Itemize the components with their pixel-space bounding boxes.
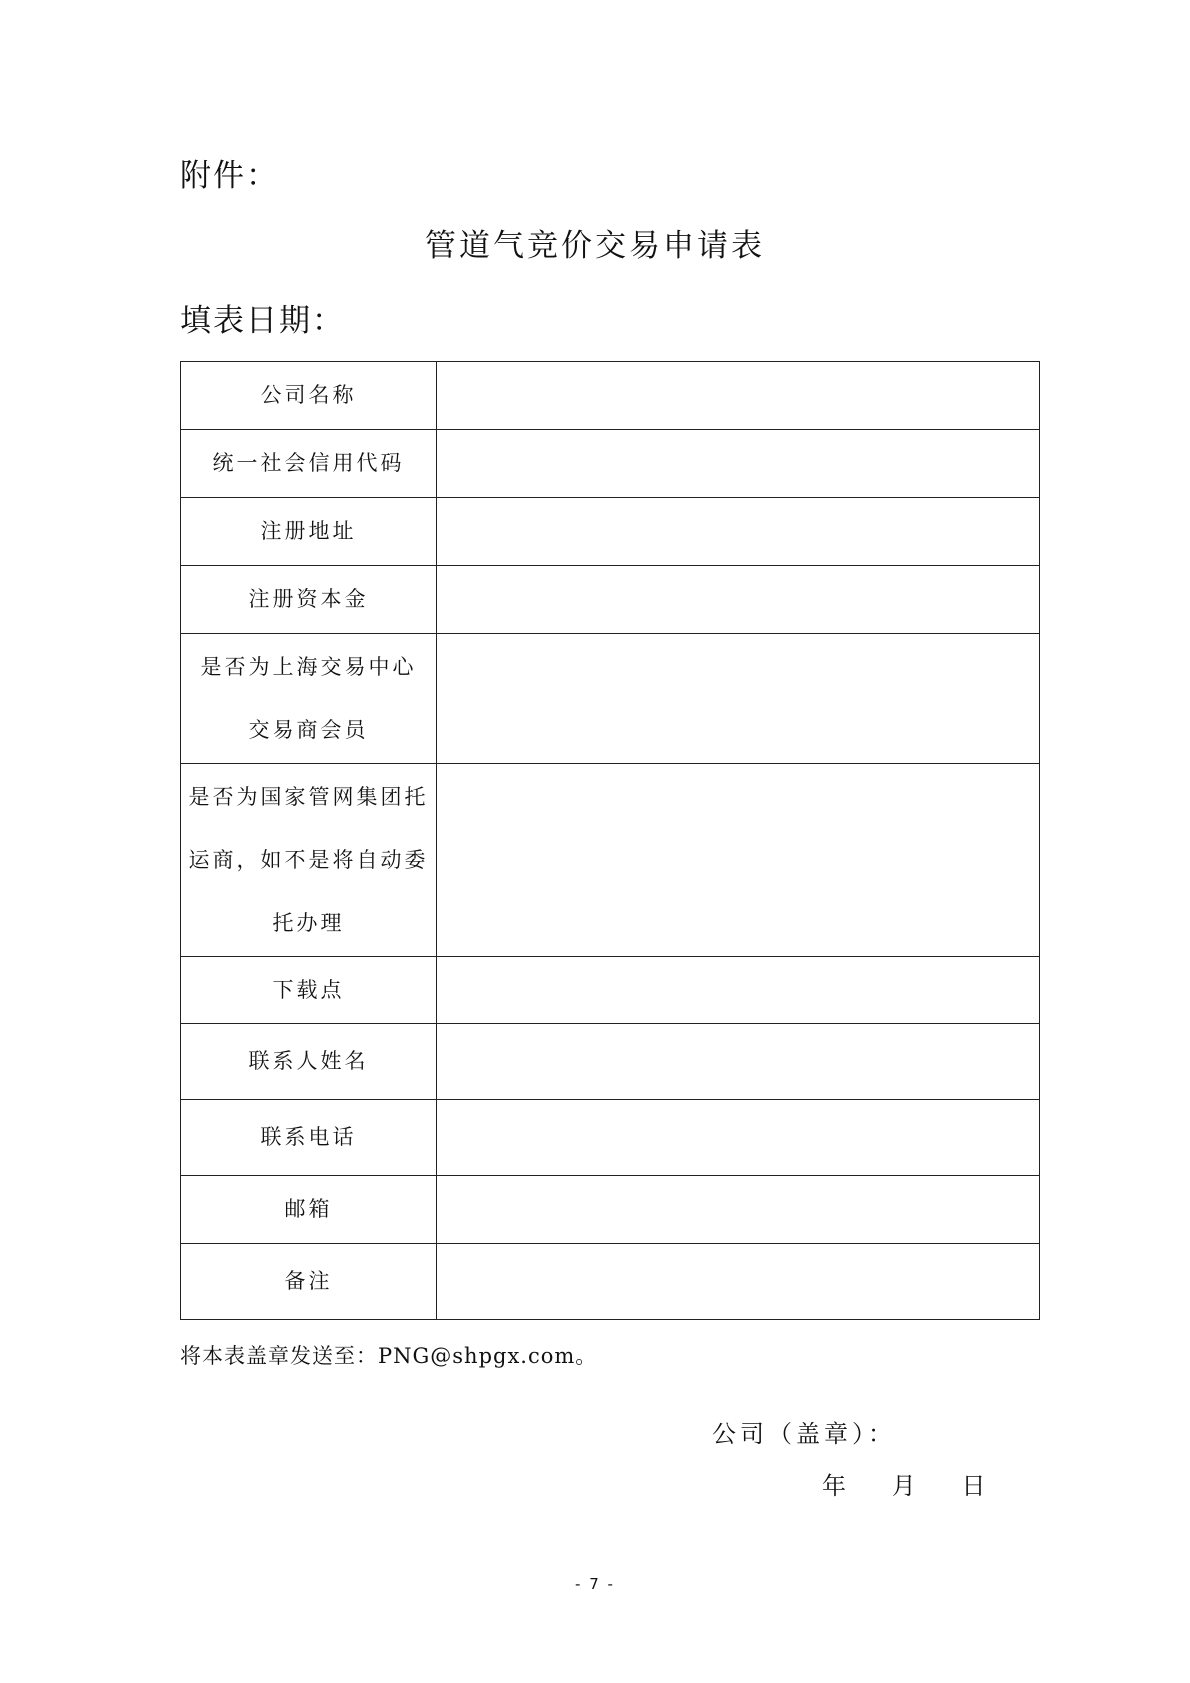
contact-phone-field[interactable] <box>437 1100 1040 1176</box>
row-label-shipper-status: 是否为国家管网集团托运商，如不是将自动委托办理 <box>181 764 437 957</box>
download-point-field[interactable] <box>437 957 1040 1024</box>
registered-address-field[interactable] <box>437 498 1040 566</box>
row-label-member-status: 是否为上海交易中心交易商会员 <box>181 634 437 764</box>
table-row <box>181 634 1040 764</box>
table-row <box>181 498 1040 566</box>
row-label-credit-code: 统一社会信用代码 <box>181 430 437 498</box>
company-stamp-label: 公司（盖章）： <box>712 1420 896 1448</box>
submission-note: 将本表盖章发送至：PNG@shpgx.com。 <box>180 1344 598 1368</box>
form-title: 管道气竞价交易申请表 <box>425 228 765 264</box>
page-number: - 7 - <box>575 1575 615 1593</box>
fill-date-label: 填表日期： <box>180 303 345 339</box>
table-row <box>181 1024 1040 1100</box>
row-label-registered-address: 注册地址 <box>181 498 437 566</box>
company-name-field[interactable] <box>437 362 1040 430</box>
row-label-download-point: 下载点 <box>181 957 437 1024</box>
row-label-contact-name: 联系人姓名 <box>181 1024 437 1100</box>
remarks-field[interactable] <box>437 1244 1040 1320</box>
table-row <box>181 566 1040 634</box>
signature-date-line: 年 月 日 <box>822 1472 986 1500</box>
attachment-label: 附件： <box>180 158 279 194</box>
table-row <box>181 957 1040 1024</box>
email-field[interactable] <box>437 1176 1040 1244</box>
application-form-table <box>180 361 1040 1320</box>
row-label-registered-capital: 注册资本金 <box>181 566 437 634</box>
credit-code-field[interactable] <box>437 430 1040 498</box>
member-status-field[interactable] <box>437 634 1040 764</box>
table-row <box>181 1176 1040 1244</box>
table-row <box>181 1100 1040 1176</box>
table-row <box>181 1244 1040 1320</box>
row-label-remarks: 备注 <box>181 1244 437 1320</box>
table-row <box>181 362 1040 430</box>
table-row <box>181 764 1040 957</box>
registered-capital-field[interactable] <box>437 566 1040 634</box>
row-label-contact-phone: 联系电话 <box>181 1100 437 1176</box>
row-label-company-name: 公司名称 <box>181 362 437 430</box>
shipper-status-field[interactable] <box>437 764 1040 957</box>
row-label-email: 邮箱 <box>181 1176 437 1244</box>
table-row <box>181 430 1040 498</box>
contact-name-field[interactable] <box>437 1024 1040 1100</box>
